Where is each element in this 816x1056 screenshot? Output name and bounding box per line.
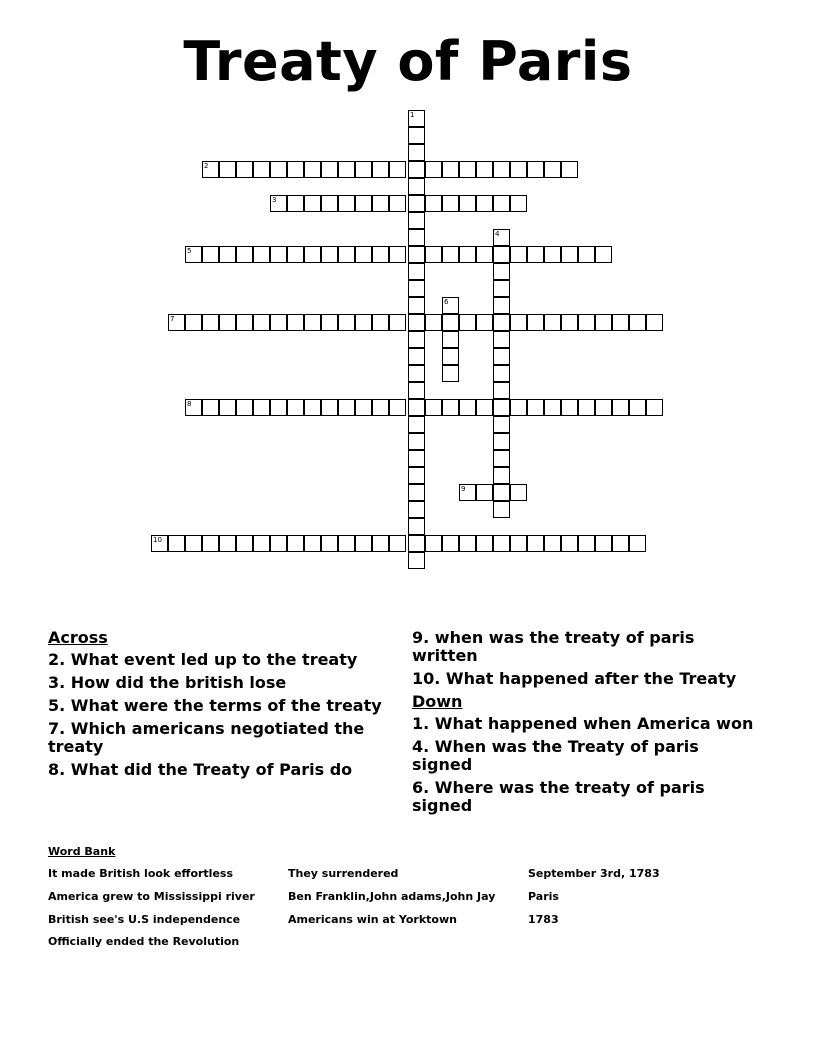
crossword-cell[interactable] — [493, 416, 510, 433]
clue-number: 1 — [410, 111, 415, 119]
crossword-cell[interactable] — [493, 501, 510, 518]
crossword-cell[interactable] — [355, 314, 372, 331]
crossword-cell[interactable] — [372, 314, 389, 331]
crossword-cell[interactable] — [253, 161, 270, 178]
crossword-cell[interactable] — [338, 535, 355, 552]
crossword-cell[interactable] — [527, 246, 544, 263]
crossword-cell[interactable] — [408, 484, 425, 501]
crossword-cell[interactable] — [270, 195, 287, 212]
clue-across-9: 9. when was the treaty of paris written — [412, 628, 695, 665]
crossword-cell[interactable] — [493, 484, 510, 501]
crossword-cell[interactable] — [493, 331, 510, 348]
crossword-cell[interactable] — [561, 535, 578, 552]
crossword-cell[interactable] — [493, 246, 510, 263]
crossword-cell[interactable] — [287, 195, 304, 212]
crossword-cell[interactable] — [459, 399, 476, 416]
crossword-cell[interactable] — [389, 399, 406, 416]
crossword-cell[interactable] — [389, 246, 406, 263]
crossword-cell[interactable] — [219, 161, 236, 178]
crossword-cell[interactable] — [321, 314, 338, 331]
crossword-cell[interactable] — [544, 399, 561, 416]
clue-number: 6 — [444, 298, 449, 306]
crossword-cell[interactable] — [372, 535, 389, 552]
crossword-cell[interactable] — [442, 365, 459, 382]
crossword-cell[interactable] — [510, 195, 527, 212]
crossword-cell[interactable] — [253, 246, 270, 263]
clue-across-3: 3. How did the british lose — [48, 673, 287, 692]
crossword-cell[interactable] — [595, 314, 612, 331]
crossword-cell[interactable] — [270, 314, 287, 331]
crossword-cell[interactable] — [527, 399, 544, 416]
crossword-cell[interactable] — [476, 399, 493, 416]
crossword-cell[interactable] — [408, 127, 425, 144]
crossword-cell[interactable] — [408, 416, 425, 433]
crossword-cell[interactable] — [185, 246, 202, 263]
clue-number: 4 — [495, 230, 500, 238]
crossword-cell[interactable] — [595, 535, 612, 552]
crossword-cell[interactable] — [425, 399, 442, 416]
word-bank-item: Officially ended the Revolution — [48, 935, 240, 948]
crossword-cell[interactable] — [493, 450, 510, 467]
crossword-cell[interactable] — [321, 535, 338, 552]
crossword-cell[interactable] — [544, 535, 561, 552]
crossword-cell[interactable] — [612, 535, 629, 552]
crossword-cell[interactable] — [408, 314, 425, 331]
crossword-cell[interactable] — [493, 263, 510, 280]
clues-right-column — [412, 629, 762, 820]
crossword-cell[interactable] — [442, 399, 459, 416]
crossword-cell[interactable] — [612, 314, 629, 331]
crossword-cell[interactable] — [287, 399, 304, 416]
crossword-cell[interactable] — [355, 195, 372, 212]
crossword-cell[interactable] — [425, 314, 442, 331]
crossword-cell[interactable] — [270, 161, 287, 178]
crossword-cell[interactable] — [578, 535, 595, 552]
crossword-cell[interactable] — [202, 246, 219, 263]
crossword-cell[interactable] — [493, 161, 510, 178]
clue-down-1: 1. What happened when America won — [412, 714, 754, 733]
clue-number: 9 — [461, 485, 466, 493]
crossword-cell[interactable] — [408, 501, 425, 518]
word-bank-item: America grew to Mississippi river — [48, 890, 255, 903]
crossword-cell[interactable] — [270, 535, 287, 552]
crossword-cell[interactable] — [408, 110, 425, 127]
crossword-cell[interactable] — [442, 314, 459, 331]
crossword-cell[interactable] — [493, 433, 510, 450]
crossword-cell[interactable] — [442, 348, 459, 365]
crossword-cell[interactable] — [219, 399, 236, 416]
crossword-cell[interactable] — [459, 535, 476, 552]
crossword-cell[interactable] — [168, 535, 185, 552]
crossword-cell[interactable] — [321, 161, 338, 178]
crossword-cell[interactable] — [338, 314, 355, 331]
crossword-cell[interactable] — [355, 246, 372, 263]
crossword-cell[interactable] — [287, 161, 304, 178]
crossword-cell[interactable] — [408, 552, 425, 569]
crossword-cell[interactable] — [425, 161, 442, 178]
crossword-cell[interactable] — [287, 314, 304, 331]
crossword-cell[interactable] — [442, 161, 459, 178]
crossword-cell[interactable] — [595, 399, 612, 416]
crossword-cell[interactable] — [493, 467, 510, 484]
crossword-cell[interactable] — [544, 246, 561, 263]
word-bank-item: Ben Franklin,John adams,John Jay — [288, 890, 496, 903]
crossword-cell[interactable] — [304, 195, 321, 212]
crossword-cell[interactable] — [425, 535, 442, 552]
crossword-cell[interactable] — [459, 314, 476, 331]
crossword-cell[interactable] — [219, 535, 236, 552]
crossword-cell[interactable] — [372, 246, 389, 263]
crossword-cell[interactable] — [408, 178, 425, 195]
crossword-cell[interactable] — [459, 195, 476, 212]
crossword-cell[interactable] — [646, 314, 663, 331]
word-bank-item: British see's U.S independence — [48, 913, 241, 926]
crossword-cell[interactable] — [544, 161, 561, 178]
crossword-cell[interactable] — [493, 348, 510, 365]
crossword-cell[interactable] — [408, 450, 425, 467]
crossword-cell[interactable] — [355, 535, 372, 552]
word-bank-item: 1783 — [528, 913, 559, 926]
crossword-cell[interactable] — [459, 161, 476, 178]
page-title: Treaty of Paris — [183, 30, 633, 93]
crossword-cell[interactable] — [372, 195, 389, 212]
crossword-cell[interactable] — [408, 331, 425, 348]
crossword-cell[interactable] — [287, 246, 304, 263]
crossword-cell[interactable] — [493, 365, 510, 382]
crossword-cell[interactable] — [389, 535, 406, 552]
clues-left-column — [48, 629, 388, 784]
crossword-cell[interactable] — [321, 195, 338, 212]
crossword-cell[interactable] — [338, 195, 355, 212]
crossword-cell[interactable] — [561, 246, 578, 263]
crossword-cell[interactable] — [493, 535, 510, 552]
crossword-cell[interactable] — [408, 212, 425, 229]
crossword-cell[interactable] — [442, 331, 459, 348]
crossword-cell[interactable] — [304, 314, 321, 331]
crossword-cell[interactable] — [578, 246, 595, 263]
crossword-cell[interactable] — [561, 399, 578, 416]
word-bank-item: Paris — [528, 890, 559, 903]
word-bank-item: It made British look effortless — [48, 867, 234, 880]
crossword-cell[interactable] — [185, 314, 202, 331]
clue-number: 8 — [187, 400, 192, 408]
word-bank-item: They surrendered — [288, 867, 399, 880]
crossword-cell[interactable] — [408, 195, 425, 212]
crossword-cell[interactable] — [270, 246, 287, 263]
crossword-cell[interactable] — [442, 535, 459, 552]
crossword-cell[interactable] — [408, 280, 425, 297]
crossword-cell[interactable] — [561, 161, 578, 178]
crossword-cell[interactable] — [493, 280, 510, 297]
crossword-cell[interactable] — [408, 467, 425, 484]
crossword-cell[interactable] — [355, 161, 372, 178]
crossword-cell[interactable] — [476, 246, 493, 263]
crossword-cell[interactable] — [476, 161, 493, 178]
crossword-cell[interactable] — [338, 161, 355, 178]
crossword-cell[interactable] — [476, 195, 493, 212]
crossword-cell[interactable] — [202, 535, 219, 552]
crossword-cell[interactable] — [408, 433, 425, 450]
crossword-cell[interactable] — [544, 314, 561, 331]
clue-across-10: 10. What happened after the Treaty — [412, 669, 737, 688]
crossword-cell[interactable] — [408, 297, 425, 314]
clue-across-5: 5. What were the terms of the treaty — [48, 696, 382, 715]
crossword-cell[interactable] — [168, 314, 185, 331]
crossword-cell[interactable] — [646, 399, 663, 416]
word-bank-item: September 3rd, 1783 — [528, 867, 660, 880]
crossword-cell[interactable] — [510, 161, 527, 178]
word-bank-title: Word Bank — [48, 845, 116, 858]
crossword-cell[interactable] — [425, 195, 442, 212]
clue-across-7: 7. Which americans negotiated the treaty — [48, 719, 365, 756]
crossword-cell[interactable] — [321, 399, 338, 416]
crossword-cell[interactable] — [476, 535, 493, 552]
clue-across-8: 8. What did the Treaty of Paris do — [48, 760, 353, 779]
crossword-cell[interactable] — [185, 399, 202, 416]
crossword-cell[interactable] — [510, 399, 527, 416]
clue-down-6: 6. Where was the treaty of paris signed — [412, 778, 705, 815]
crossword-cell[interactable] — [389, 314, 406, 331]
crossword-cell[interactable] — [510, 314, 527, 331]
crossword-cell[interactable] — [459, 484, 476, 501]
crossword-cell[interactable] — [493, 399, 510, 416]
clue-number: 5 — [187, 247, 192, 255]
crossword-cell[interactable] — [476, 314, 493, 331]
crossword-cell[interactable] — [355, 399, 372, 416]
clue-across-2: 2. What event led up to the treaty — [48, 650, 358, 669]
crossword-cell[interactable] — [510, 535, 527, 552]
clue-number: 7 — [170, 315, 175, 323]
crossword-cell[interactable] — [389, 195, 406, 212]
crossword-cell[interactable] — [493, 297, 510, 314]
clue-number: 2 — [204, 162, 209, 170]
crossword-cell[interactable] — [527, 314, 544, 331]
crossword-cell[interactable] — [236, 399, 253, 416]
crossword-cell[interactable] — [595, 246, 612, 263]
crossword-cell[interactable] — [236, 246, 253, 263]
crossword-cell[interactable] — [629, 399, 646, 416]
crossword-cell[interactable] — [372, 161, 389, 178]
crossword-cell[interactable] — [236, 535, 253, 552]
crossword-cell[interactable] — [493, 195, 510, 212]
down-heading: Down — [412, 692, 463, 711]
crossword-cell[interactable] — [493, 314, 510, 331]
crossword-cell[interactable] — [253, 314, 270, 331]
crossword-cell[interactable] — [338, 246, 355, 263]
clue-number: 3 — [272, 196, 277, 204]
crossword-cell[interactable] — [578, 399, 595, 416]
crossword-cell[interactable] — [236, 161, 253, 178]
crossword-cell[interactable] — [629, 535, 646, 552]
crossword-cell[interactable] — [408, 365, 425, 382]
crossword-cell[interactable] — [408, 246, 425, 263]
crossword-cell[interactable] — [219, 246, 236, 263]
crossword-cell[interactable] — [629, 314, 646, 331]
crossword-cell[interactable] — [253, 399, 270, 416]
crossword-cell[interactable] — [408, 144, 425, 161]
crossword-cell[interactable] — [202, 399, 219, 416]
crossword-cell[interactable] — [510, 484, 527, 501]
crossword-cell[interactable] — [338, 399, 355, 416]
crossword-cell[interactable] — [151, 535, 168, 552]
clue-down-4: 4. When was the Treaty of paris signed — [412, 737, 699, 774]
crossword-cell[interactable] — [408, 263, 425, 280]
crossword-cell[interactable] — [287, 535, 304, 552]
crossword-cell[interactable] — [304, 399, 321, 416]
crossword-cell[interactable] — [442, 297, 459, 314]
crossword-cell[interactable] — [408, 518, 425, 535]
crossword-cell[interactable] — [442, 195, 459, 212]
word-bank-item: Americans win at Yorktown — [288, 913, 457, 926]
crossword-cell[interactable] — [219, 314, 236, 331]
crossword-cell[interactable] — [202, 161, 219, 178]
crossword-cell[interactable] — [304, 246, 321, 263]
crossword-cell[interactable] — [527, 535, 544, 552]
crossword-cell[interactable] — [408, 161, 425, 178]
crossword-cell[interactable] — [408, 382, 425, 399]
crossword-cell[interactable] — [202, 314, 219, 331]
crossword-cell[interactable] — [408, 535, 425, 552]
crossword-cell[interactable] — [408, 229, 425, 246]
crossword-cell[interactable] — [510, 246, 527, 263]
crossword-cell[interactable] — [236, 314, 253, 331]
crossword-cell[interactable] — [493, 229, 510, 246]
across-heading: Across — [48, 628, 108, 647]
crossword-cell[interactable] — [372, 399, 389, 416]
crossword-cell[interactable] — [408, 399, 425, 416]
clue-number: 10 — [153, 536, 162, 544]
crossword-cell[interactable] — [442, 246, 459, 263]
crossword-cell[interactable] — [578, 314, 595, 331]
crossword-cell[interactable] — [476, 484, 493, 501]
crossword-cell[interactable] — [459, 246, 476, 263]
crossword-cell[interactable] — [561, 314, 578, 331]
crossword-cell[interactable] — [527, 161, 544, 178]
crossword-cell[interactable] — [270, 399, 287, 416]
crossword-cell[interactable] — [185, 535, 202, 552]
crossword-cell[interactable] — [253, 535, 270, 552]
crossword-cell[interactable] — [612, 399, 629, 416]
crossword-cell[interactable] — [493, 382, 510, 399]
crossword-cell[interactable] — [321, 246, 338, 263]
crossword-cell[interactable] — [389, 161, 406, 178]
crossword-cell[interactable] — [304, 535, 321, 552]
crossword-cell[interactable] — [304, 161, 321, 178]
crossword-cell[interactable] — [425, 246, 442, 263]
crossword-cell[interactable] — [408, 348, 425, 365]
